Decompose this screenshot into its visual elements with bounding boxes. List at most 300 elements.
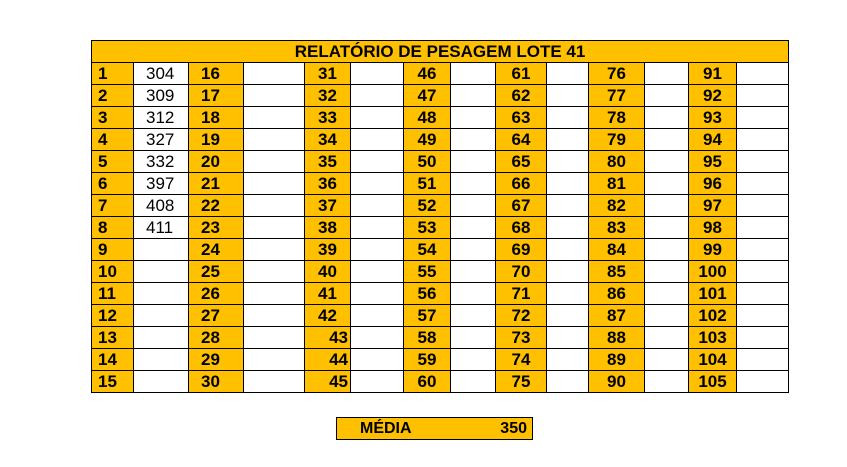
weight-cell (547, 217, 589, 239)
weight-cell (134, 305, 189, 327)
lot-number: 94 (703, 130, 722, 149)
lot-number-cell (404, 107, 451, 129)
lot-number-cell (689, 63, 737, 85)
lot-number: 95 (703, 152, 722, 171)
weight-cell (351, 283, 404, 305)
weight-cell (737, 349, 789, 371)
lot-number-cell (689, 371, 737, 393)
weight-cell (737, 107, 789, 129)
lot-number-cell (305, 261, 351, 283)
weight-cell (351, 217, 404, 239)
weight-cell (351, 173, 404, 195)
lot-number-cell (305, 305, 351, 327)
lot-number: 61 (511, 64, 531, 83)
lot-number-cell (305, 85, 351, 107)
lot-number-cell (92, 327, 134, 349)
lot-number: 25 (201, 262, 220, 281)
lot-number: 28 (201, 328, 220, 347)
lot-number-cell (589, 217, 645, 239)
lot-number: 54 (417, 240, 437, 259)
weight-cell (244, 327, 305, 349)
lot-number-cell (305, 349, 351, 371)
lot-number: 41 (318, 284, 337, 303)
weight-cell (645, 195, 689, 217)
lot-number-cell (589, 261, 645, 283)
table-row (92, 195, 789, 217)
weight-cell (451, 217, 496, 239)
lot-number: 86 (607, 284, 626, 303)
lot-number-cell (189, 283, 244, 305)
lot-number-cell (496, 129, 547, 151)
lot-number: 68 (511, 218, 531, 237)
lot-number: 2 (98, 86, 108, 105)
weight-cell (244, 305, 305, 327)
weight-cell (451, 129, 496, 151)
lot-number-cell (305, 151, 351, 173)
lot-number: 50 (417, 152, 437, 171)
weight-cell (737, 129, 789, 151)
lot-number-cell (189, 85, 244, 107)
weight-cell (547, 173, 589, 195)
weight-cell (547, 107, 589, 129)
table-row (92, 151, 789, 173)
weight-cell (547, 283, 589, 305)
lot-number-cell (689, 261, 737, 283)
lot-number: 101 (698, 284, 727, 303)
weight-cell (737, 195, 789, 217)
lot-number-cell (305, 107, 351, 129)
lot-number: 42 (318, 306, 337, 325)
lot-number: 48 (417, 108, 437, 127)
lot-number-cell (189, 173, 244, 195)
lot-number-cell (92, 85, 134, 107)
lot-number: 52 (417, 196, 437, 215)
weight-cell (645, 173, 689, 195)
lot-number: 44 (329, 350, 348, 369)
lot-number-cell (589, 283, 645, 305)
lot-number: 97 (703, 196, 722, 215)
lot-number-cell (92, 107, 134, 129)
lot-number: 11 (98, 284, 116, 303)
average-box (336, 417, 533, 440)
title-row (92, 41, 789, 63)
weight-cell (351, 371, 404, 393)
weight-cell (351, 107, 404, 129)
lot-number-cell (589, 349, 645, 371)
weight-cell (451, 327, 496, 349)
lot-number-cell (404, 63, 451, 85)
lot-number: 13 (98, 328, 117, 347)
lot-number-cell (404, 129, 451, 151)
lot-number: 14 (98, 350, 117, 369)
lot-number-cell (92, 305, 134, 327)
lot-number: 3 (98, 108, 108, 127)
weight-cell: 309 (134, 85, 189, 107)
weight-cell (351, 151, 404, 173)
lot-number-cell (305, 239, 351, 261)
lot-number-cell (305, 327, 351, 349)
lot-number-cell (404, 305, 451, 327)
weight-cell (244, 261, 305, 283)
weight-cell (134, 239, 189, 261)
weight-cell (451, 349, 496, 371)
weight-cell (547, 261, 589, 283)
lot-number: 20 (201, 152, 220, 171)
weight-cell (244, 129, 305, 151)
lot-number: 79 (607, 130, 626, 149)
average-value: 350 (500, 420, 527, 437)
weight-cell (451, 173, 496, 195)
weight-cell (645, 327, 689, 349)
weight-cell (134, 327, 189, 349)
lot-number: 15 (98, 372, 117, 391)
weight-cell (451, 63, 496, 85)
lot-number-cell (92, 129, 134, 151)
lot-number-cell (305, 173, 351, 195)
lot-number-cell (305, 129, 351, 151)
lot-number: 69 (511, 240, 531, 259)
weight-cell (737, 283, 789, 305)
table-row (92, 239, 789, 261)
lot-number-cell (496, 349, 547, 371)
lot-number: 21 (201, 174, 220, 193)
weight-cell (737, 63, 789, 85)
lot-number: 105 (698, 372, 727, 391)
weight-cell (547, 151, 589, 173)
lot-number: 34 (318, 130, 337, 149)
lot-number-cell (589, 305, 645, 327)
weight-cell (351, 305, 404, 327)
lot-number: 98 (703, 218, 722, 237)
weight-cell (351, 63, 404, 85)
lot-number-cell (404, 261, 451, 283)
weight-cell (737, 305, 789, 327)
lot-number-cell (689, 239, 737, 261)
table-row (92, 63, 789, 85)
lot-number-cell (92, 239, 134, 261)
lot-number-cell (689, 129, 737, 151)
table-row (92, 261, 789, 283)
lot-number-cell (189, 239, 244, 261)
lot-number-cell (689, 195, 737, 217)
lot-number-cell (496, 63, 547, 85)
lot-number-cell (305, 195, 351, 217)
lot-number-cell (404, 85, 451, 107)
lot-number: 74 (511, 350, 531, 369)
lot-number: 47 (417, 86, 437, 105)
lot-number: 30 (201, 372, 220, 391)
lot-number-cell (589, 151, 645, 173)
weight-cell (645, 129, 689, 151)
lot-number-cell (496, 305, 547, 327)
lot-number-cell (189, 261, 244, 283)
lot-number: 19 (201, 130, 220, 149)
weight-cell (547, 371, 589, 393)
lot-number-cell (689, 327, 737, 349)
lot-number-cell (589, 327, 645, 349)
lot-number-cell (496, 283, 547, 305)
weight-cell (645, 63, 689, 85)
lot-number: 46 (417, 64, 437, 83)
weight-cell (645, 217, 689, 239)
weight-cell (737, 239, 789, 261)
weight-cell (645, 85, 689, 107)
weight-cell (351, 195, 404, 217)
lot-number: 17 (201, 86, 220, 105)
lot-number-cell (92, 217, 134, 239)
average-label: MÉDIA (360, 420, 412, 437)
weight-cell (451, 371, 496, 393)
lot-number: 24 (201, 240, 220, 259)
lot-number-cell (189, 151, 244, 173)
weight-cell (244, 107, 305, 129)
lot-number: 56 (417, 284, 437, 303)
lot-number: 62 (511, 86, 531, 105)
lot-number: 45 (329, 372, 348, 391)
lot-number: 84 (607, 240, 626, 259)
weight-cell (451, 85, 496, 107)
lot-number: 63 (511, 108, 531, 127)
lot-number: 8 (98, 218, 108, 237)
lot-number-cell (189, 349, 244, 371)
lot-number-cell (689, 173, 737, 195)
lot-number: 92 (703, 86, 722, 105)
lot-number-cell (496, 327, 547, 349)
lot-number-cell (496, 371, 547, 393)
weight-cell (645, 305, 689, 327)
lot-number-cell (92, 151, 134, 173)
weight-cell (645, 239, 689, 261)
weight-cell (547, 85, 589, 107)
lot-number-cell (92, 283, 134, 305)
table-row (92, 129, 789, 151)
lot-number: 31 (318, 64, 337, 83)
lot-number-cell (589, 85, 645, 107)
lot-number: 40 (318, 262, 337, 281)
lot-number: 73 (511, 328, 531, 347)
lot-number: 23 (201, 218, 220, 237)
lot-number-cell (496, 217, 547, 239)
lot-number-cell (689, 349, 737, 371)
weight-cell (645, 107, 689, 129)
weight-cell (351, 239, 404, 261)
weight-cell (547, 305, 589, 327)
weight-cell (451, 239, 496, 261)
lot-number: 58 (417, 328, 437, 347)
lot-number: 7 (98, 196, 108, 215)
lot-number-cell (189, 129, 244, 151)
lot-number: 9 (98, 240, 108, 259)
lot-number-cell (689, 217, 737, 239)
lot-number-cell (689, 85, 737, 107)
weight-cell (244, 349, 305, 371)
weight-cell (737, 217, 789, 239)
table-row (92, 371, 789, 393)
weight-cell (547, 239, 589, 261)
weight-cell (737, 261, 789, 283)
lot-number: 71 (511, 284, 531, 303)
lot-number: 85 (607, 262, 626, 281)
weight-cell (134, 349, 189, 371)
lot-number: 88 (607, 328, 626, 347)
lot-number-cell (404, 239, 451, 261)
weight-cell: 397 (134, 173, 189, 195)
lot-number: 12 (98, 306, 117, 325)
lot-number-cell (689, 107, 737, 129)
weight-cell (244, 371, 305, 393)
weight-cell: 304 (134, 63, 189, 85)
lot-number-cell (92, 371, 134, 393)
lot-number-cell (189, 371, 244, 393)
weight-cell (547, 129, 589, 151)
weight-cell (134, 261, 189, 283)
weight-cell (351, 85, 404, 107)
weight-cell: 327 (134, 129, 189, 151)
lot-number: 53 (417, 218, 437, 237)
lot-number: 27 (201, 306, 220, 325)
lot-number-cell (589, 107, 645, 129)
lot-number: 99 (703, 240, 722, 259)
lot-number-cell (689, 305, 737, 327)
lot-number-cell (404, 195, 451, 217)
weight-cell: 411 (134, 217, 189, 239)
lot-number-cell (404, 371, 451, 393)
lot-number-cell (305, 217, 351, 239)
lot-number-cell (92, 173, 134, 195)
lot-number-cell (305, 283, 351, 305)
weight-cell (737, 173, 789, 195)
lot-number-cell (404, 327, 451, 349)
weight-cell (351, 129, 404, 151)
weight-cell (134, 371, 189, 393)
weight-cell (547, 349, 589, 371)
lot-number-cell (189, 107, 244, 129)
weight-cell (451, 261, 496, 283)
lot-number: 80 (607, 152, 626, 171)
lot-number-cell (496, 107, 547, 129)
lot-number-cell (189, 63, 244, 85)
weight-cell (244, 63, 305, 85)
lot-number: 87 (607, 306, 626, 325)
lot-number-cell (92, 261, 134, 283)
lot-number: 83 (607, 218, 626, 237)
lot-number: 96 (703, 174, 722, 193)
weight-cell (645, 261, 689, 283)
table-row (92, 327, 789, 349)
lot-number: 6 (98, 174, 108, 193)
weight-cell (547, 327, 589, 349)
table-row (92, 283, 789, 305)
lot-number: 102 (698, 306, 727, 325)
weight-cell (451, 195, 496, 217)
lot-number-cell (589, 195, 645, 217)
table-row (92, 85, 789, 107)
lot-number-cell (92, 349, 134, 371)
lot-number: 10 (98, 262, 117, 281)
lot-number-cell (305, 63, 351, 85)
lot-number: 1 (98, 64, 108, 83)
lot-number-cell (189, 327, 244, 349)
lot-number-cell (496, 239, 547, 261)
lot-number: 55 (417, 262, 437, 281)
weighing-table (91, 40, 789, 393)
weight-cell (244, 239, 305, 261)
lot-number-cell (589, 63, 645, 85)
lot-number-cell (404, 283, 451, 305)
weight-cell (244, 85, 305, 107)
table-row (92, 107, 789, 129)
lot-number: 36 (318, 174, 337, 193)
lot-number-cell (496, 151, 547, 173)
table-row (92, 305, 789, 327)
weight-cell (244, 173, 305, 195)
lot-number: 75 (511, 372, 531, 391)
lot-number: 26 (201, 284, 220, 303)
weight-cell (547, 63, 589, 85)
lot-number: 103 (698, 328, 727, 347)
weight-cell (244, 151, 305, 173)
table-row (92, 217, 789, 239)
weight-cell: 408 (134, 195, 189, 217)
lot-number: 81 (607, 174, 626, 193)
lot-number-cell (496, 195, 547, 217)
lot-number: 60 (417, 372, 437, 391)
lot-number-cell (589, 129, 645, 151)
lot-number: 37 (318, 196, 337, 215)
weight-cell (547, 195, 589, 217)
lot-number: 4 (98, 130, 108, 149)
lot-number-cell (404, 151, 451, 173)
weight-cell (244, 217, 305, 239)
weight-cell (645, 371, 689, 393)
lot-number: 39 (318, 240, 337, 259)
lot-number-cell (404, 217, 451, 239)
lot-number: 51 (417, 174, 437, 193)
weight-cell (134, 283, 189, 305)
weight-cell: 332 (134, 151, 189, 173)
lot-number-cell (404, 173, 451, 195)
lot-number: 59 (417, 350, 437, 369)
lot-number-cell (689, 151, 737, 173)
lot-number: 76 (607, 64, 626, 83)
weight-cell (244, 195, 305, 217)
table-row (92, 173, 789, 195)
lot-number: 64 (511, 130, 531, 149)
weight-cell (351, 327, 404, 349)
lot-number-cell (589, 173, 645, 195)
lot-number: 43 (329, 328, 348, 347)
weight-cell (244, 283, 305, 305)
weight-cell (451, 107, 496, 129)
lot-number: 104 (698, 350, 727, 369)
lot-number-cell (189, 217, 244, 239)
lot-number: 18 (201, 108, 220, 127)
lot-number-cell (589, 239, 645, 261)
lot-number-cell (92, 63, 134, 85)
lot-number: 38 (318, 218, 337, 237)
lot-number: 32 (318, 86, 337, 105)
lot-number: 89 (607, 350, 626, 369)
weight-cell (645, 349, 689, 371)
weight-cell (645, 151, 689, 173)
lot-number: 5 (98, 152, 108, 171)
lot-number: 91 (703, 64, 722, 83)
table-row (92, 349, 789, 371)
lot-number-cell (404, 349, 451, 371)
lot-number: 77 (607, 86, 626, 105)
lot-number: 78 (607, 108, 626, 127)
lot-number: 67 (511, 196, 531, 215)
